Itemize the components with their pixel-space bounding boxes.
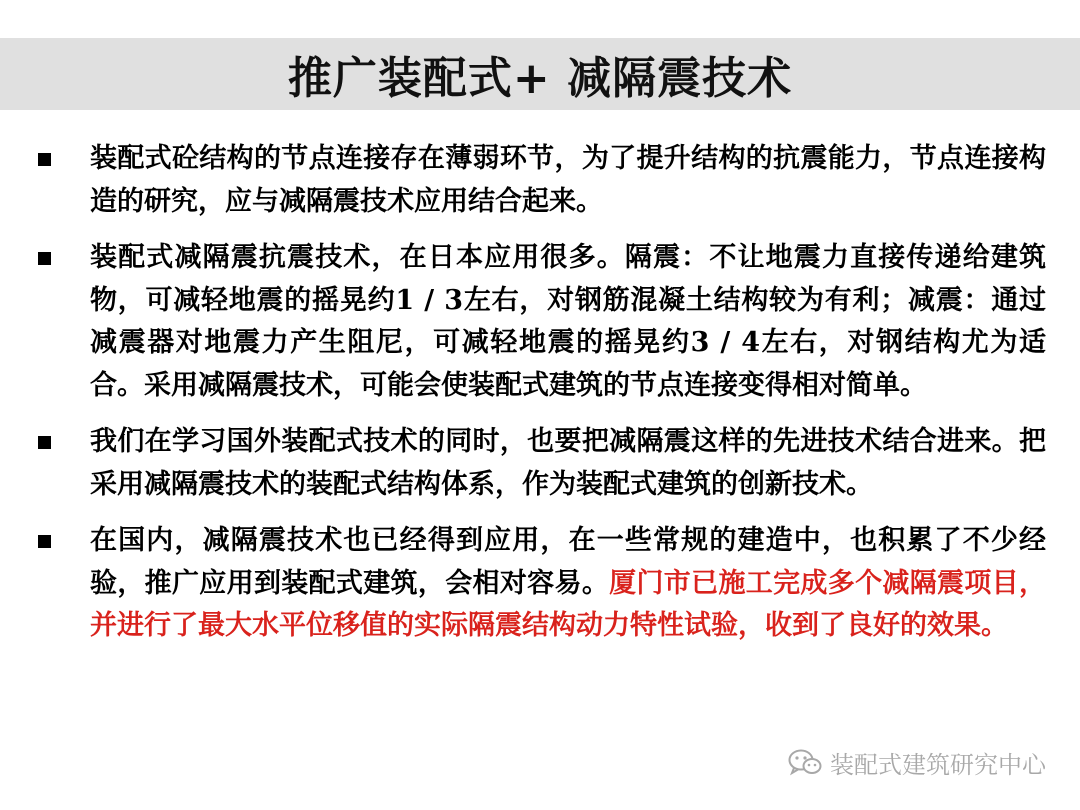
- watermark-text: 装配式建筑研究中心: [830, 751, 1046, 779]
- square-bullet-icon: [36, 237, 90, 279]
- bullet-text-normal: 装配式砼结构的节点连接存在薄弱环节，为了提升结构的抗震能力，节点连接构造的研究，应与减隔震技术应用结合起来。: [90, 143, 1046, 217]
- bullet-item: [36, 421, 1046, 506]
- watermark: [788, 745, 1046, 780]
- bullet-text: [90, 237, 1046, 407]
- square-bullet-icon: [36, 520, 90, 562]
- title-band: [0, 38, 1080, 110]
- bullet-text: [90, 520, 1046, 648]
- square-bullet-icon: [36, 138, 90, 180]
- bullet-text-normal: 在国内，减隔震技术也已经得到应用，在一些常规的建造中，也积累了不少经验，推广应用到装配式建筑，会相对容易。: [90, 525, 1046, 599]
- bullet-text-highlight: 厦门市已施工完成多个减隔震项目，并进行了最大水平位移值的实际隔震结构动力特性试验，收到了良好的效果。: [90, 567, 1047, 641]
- bullet-list: [36, 138, 1046, 662]
- bullet-text-normal: 装配式减隔震抗震技术，在日本应用很多。隔震：不让地震力直接传递给建筑物，可减轻地震的摇晃约1 / 3左右，对钢筋混凝土结构较为有利；减震：通过减震器对地震力产生阻尼，可减轻地震的摇晃约3 / 4左右，对钢结构尤为适合。采用减隔震技术，可能会使装配式建筑的节点连接变得相对简单。: [90, 242, 1046, 401]
- bullet-item: [36, 520, 1046, 648]
- bullet-text: [90, 138, 1046, 223]
- wechat-icon: [788, 749, 822, 777]
- bullet-text: [90, 421, 1046, 506]
- bullet-item: [36, 138, 1046, 223]
- slide-title: 推广装配式+ 减隔震技术: [287, 53, 793, 104]
- bullet-item: [36, 237, 1046, 407]
- square-bullet-icon: [36, 421, 90, 463]
- bullet-text-normal: 我们在学习国外装配式技术的同时，也要把减隔震这样的先进技术结合进来。把采用减隔震技术的装配式结构体系，作为装配式建筑的创新技术。: [90, 426, 1046, 500]
